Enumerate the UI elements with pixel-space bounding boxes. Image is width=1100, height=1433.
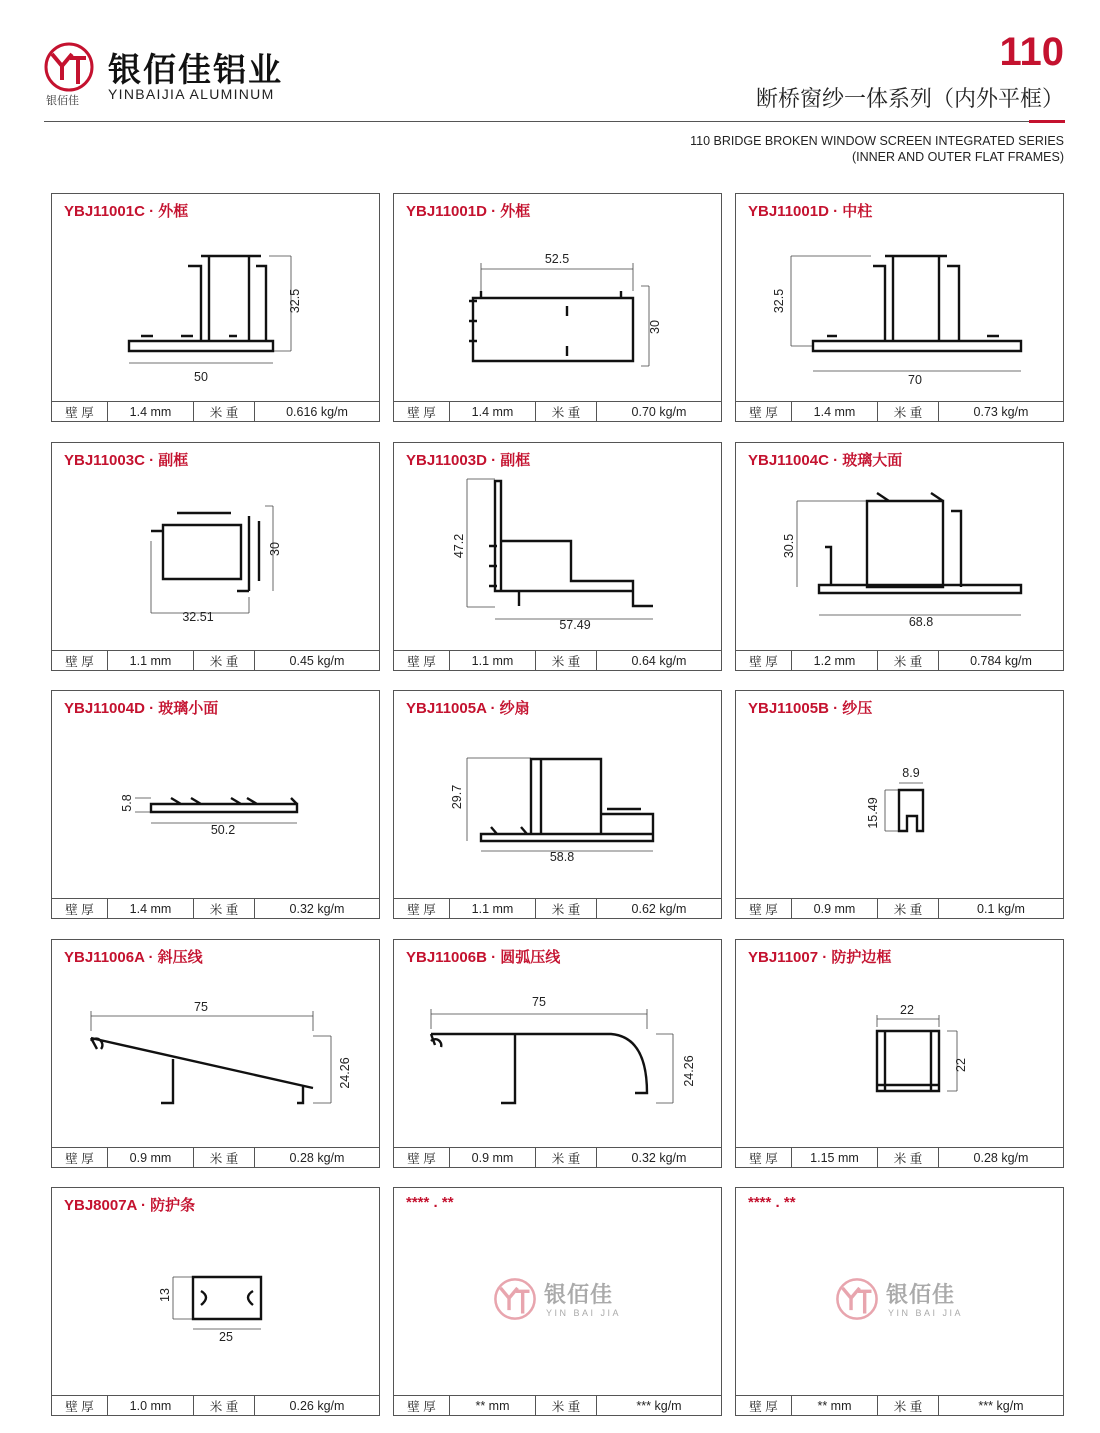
wall-thickness-value: 1.4 mm <box>792 402 878 421</box>
profile-drawing <box>736 691 1065 901</box>
spec-row <box>394 1395 721 1415</box>
weight-value: *** kg/m <box>978 1398 1024 1413</box>
wall-thickness-value: 1.2 mm <box>792 651 878 670</box>
header-divider <box>44 121 1029 122</box>
wall-thickness-value: 0.9 mm <box>450 1148 536 1167</box>
brand-name-cn: 银佰佳铝业 <box>108 50 283 89</box>
dimension-label: 75 <box>532 995 546 1009</box>
dimension-lines <box>135 798 297 823</box>
spec-row <box>736 650 1063 670</box>
weight-value: 0.62 kg/m <box>631 901 687 916</box>
header-accent-bar <box>1029 120 1065 123</box>
product-title: **** . ** <box>748 1194 796 1211</box>
weight-label: 米 重 <box>878 1148 939 1167</box>
dimension-label: 24.26 <box>338 1057 352 1089</box>
wall-thickness-value: 1.15 mm <box>792 1148 878 1167</box>
wall-thickness-label: 壁 厚 <box>394 651 450 670</box>
profile-drawing <box>52 940 381 1150</box>
profile-outline <box>813 256 1021 351</box>
weight-label: 米 重 <box>194 651 255 670</box>
series-title-en-line1: 110 BRIDGE BROKEN WINDOW SCREEN INTEGRATED SERIES <box>690 134 1064 148</box>
spec-row <box>394 898 721 918</box>
dimension-label: 13 <box>158 1288 172 1302</box>
product-title: YBJ11001C · 外框 <box>64 203 189 220</box>
product-card <box>393 690 722 919</box>
dimension-label: 57.49 <box>559 618 591 632</box>
wall-thickness-value: ** mm <box>450 1396 536 1415</box>
dimension-label: 30 <box>268 542 282 556</box>
wall-thickness-value: 1.1 mm <box>450 651 536 670</box>
weight-value: 0.616 kg/m <box>286 404 348 419</box>
wall-thickness-label: 壁 厚 <box>394 1148 450 1167</box>
profile-drawing <box>52 194 381 404</box>
dimension-label: 22 <box>954 1058 968 1072</box>
wall-thickness-label: 壁 厚 <box>52 402 108 421</box>
weight-value: 0.32 kg/m <box>631 1150 687 1165</box>
dimension-label: 58.8 <box>549 850 575 864</box>
product-card <box>735 1187 1064 1416</box>
weight-label: 米 重 <box>536 1396 597 1415</box>
weight-label: 米 重 <box>536 1148 597 1167</box>
dimension-label: 50.2 <box>210 823 236 837</box>
series-title-cn: 断桥窗纱一体系列（内外平框） <box>755 87 1064 112</box>
dimension-label: 8.9 <box>902 766 920 780</box>
wall-thickness-label: 壁 厚 <box>52 1396 108 1415</box>
profile-drawing <box>394 691 723 901</box>
product-card <box>393 939 722 1168</box>
dimension-label: 24.26 <box>682 1055 696 1087</box>
watermark-logo-icon <box>492 1276 538 1322</box>
dimension-lines <box>431 1009 673 1103</box>
watermark-logo <box>492 1276 632 1326</box>
weight-label: 米 重 <box>878 651 939 670</box>
profile-drawing <box>394 443 723 653</box>
weight-value: 0.1 kg/m <box>977 901 1025 916</box>
product-card <box>735 442 1064 671</box>
wall-thickness-label: 壁 厚 <box>52 1148 108 1167</box>
watermark-text-en: YIN BAI JIA <box>546 1308 622 1318</box>
weight-label: 米 重 <box>536 651 597 670</box>
product-title: YBJ11001D · 中柱 <box>748 203 873 220</box>
profile-drawing <box>52 443 381 653</box>
brand-name-en: YINBAIJIA ALUMINUM <box>108 86 275 102</box>
spec-row <box>736 1147 1063 1167</box>
product-card <box>51 1187 380 1416</box>
wall-thickness-label: 壁 厚 <box>736 402 792 421</box>
watermark-logo <box>834 1276 974 1326</box>
wall-thickness-label: 壁 厚 <box>736 899 792 918</box>
profile-outline <box>151 798 297 812</box>
weight-value: 0.45 kg/m <box>289 653 345 668</box>
spec-row <box>736 898 1063 918</box>
spec-row <box>394 401 721 421</box>
product-title: YBJ11005A · 纱扇 <box>406 700 530 717</box>
dimension-label: 52.5 <box>544 252 570 266</box>
dimension-label: 29.7 <box>450 784 464 810</box>
dimension-lines <box>173 1277 261 1329</box>
profile-drawing <box>736 194 1065 404</box>
weight-label: 米 重 <box>878 402 939 421</box>
product-card <box>51 939 380 1168</box>
dimension-label: 75 <box>194 1000 208 1014</box>
dimension-lines <box>151 506 273 613</box>
dimension-label: 30 <box>648 320 662 334</box>
dimension-label: 32.5 <box>772 288 786 314</box>
watermark-logo-icon <box>834 1276 880 1322</box>
dimension-lines <box>467 758 653 851</box>
wall-thickness-value: 1.1 mm <box>108 651 194 670</box>
watermark-text-en: YIN BAI JIA <box>888 1308 964 1318</box>
dimension-label: 50 <box>194 370 208 384</box>
weight-value: 0.64 kg/m <box>631 653 687 668</box>
profile-drawing <box>736 940 1065 1150</box>
product-title: YBJ11006B · 圆弧压线 <box>406 949 561 966</box>
wall-thickness-value: 1.0 mm <box>108 1396 194 1415</box>
product-title: YBJ11004D · 玻璃小面 <box>64 700 219 717</box>
product-title: YBJ11005B · 纱压 <box>748 700 873 717</box>
profile-outline <box>899 790 923 831</box>
product-card <box>735 193 1064 422</box>
dimension-label: 47.2 <box>452 533 466 559</box>
product-title: YBJ11003D · 副框 <box>406 452 531 469</box>
profile-drawing <box>52 1188 381 1398</box>
profile-outline <box>129 256 273 351</box>
weight-value: 0.73 kg/m <box>973 404 1029 419</box>
product-card <box>393 193 722 422</box>
dimension-lines <box>91 1011 331 1103</box>
spec-row <box>52 898 379 918</box>
watermark-text-cn: 银佰佳 <box>544 1283 614 1308</box>
dimension-lines <box>877 1015 957 1091</box>
brand-logo-icon <box>42 40 96 94</box>
weight-value: 0.26 kg/m <box>289 1398 345 1413</box>
product-title: YBJ11003C · 副框 <box>64 452 189 469</box>
watermark-text-cn: 银佰佳 <box>886 1283 956 1308</box>
product-card <box>51 690 380 919</box>
wall-thickness-value: 1.1 mm <box>450 899 536 918</box>
profile-outline <box>91 1038 313 1103</box>
wall-thickness-value: 1.4 mm <box>450 402 536 421</box>
dimension-label: 70 <box>908 373 922 387</box>
wall-thickness-value: 0.9 mm <box>792 899 878 918</box>
weight-value: *** kg/m <box>636 1398 682 1413</box>
dimension-label: 32.5 <box>288 288 302 314</box>
spec-row <box>52 1395 379 1415</box>
weight-value: 0.28 kg/m <box>289 1150 345 1165</box>
product-card <box>393 442 722 671</box>
profile-drawing <box>394 194 723 404</box>
product-title: **** . ** <box>406 1194 454 1211</box>
spec-row <box>394 1147 721 1167</box>
product-card <box>735 939 1064 1168</box>
wall-thickness-value: 0.9 mm <box>108 1148 194 1167</box>
weight-label: 米 重 <box>194 402 255 421</box>
dimension-lines <box>481 263 649 366</box>
profile-outline <box>819 493 1021 593</box>
logo-subtitle: 银佰佳 <box>46 94 79 107</box>
wall-thickness-label: 壁 厚 <box>736 651 792 670</box>
product-card <box>51 193 380 422</box>
profile-outline <box>481 759 653 841</box>
product-title: YBJ8007A · 防护条 <box>64 1197 196 1214</box>
product-card <box>735 690 1064 919</box>
dimension-label: 68.8 <box>908 615 934 629</box>
weight-label: 米 重 <box>194 1396 255 1415</box>
product-title: YBJ11001D · 外框 <box>406 203 531 220</box>
dimension-label: 15.49 <box>866 797 880 829</box>
profile-drawing <box>52 691 381 901</box>
spec-row <box>736 1395 1063 1415</box>
spec-row <box>736 401 1063 421</box>
spec-row <box>52 650 379 670</box>
wall-thickness-label: 壁 厚 <box>736 1396 792 1415</box>
weight-label: 米 重 <box>878 1396 939 1415</box>
profile-outline <box>151 513 259 591</box>
weight-value: 0.70 kg/m <box>631 404 687 419</box>
profile-outline <box>489 481 653 606</box>
dimension-label: 5.8 <box>120 794 134 812</box>
dimension-lines <box>791 256 1021 371</box>
product-card <box>393 1187 722 1416</box>
weight-label: 米 重 <box>536 899 597 918</box>
wall-thickness-label: 壁 厚 <box>736 1148 792 1167</box>
product-card <box>51 442 380 671</box>
wall-thickness-label: 壁 厚 <box>394 402 450 421</box>
profile-outline <box>877 1031 939 1091</box>
profile-outline <box>469 291 633 361</box>
weight-label: 米 重 <box>194 1148 255 1167</box>
weight-value: 0.28 kg/m <box>973 1150 1029 1165</box>
profile-drawing <box>736 443 1065 653</box>
wall-thickness-value: 1.4 mm <box>108 899 194 918</box>
dimension-label: 22 <box>900 1003 914 1017</box>
wall-thickness-value: ** mm <box>792 1396 878 1415</box>
product-title: YBJ11006A · 斜压线 <box>64 949 203 966</box>
wall-thickness-label: 壁 厚 <box>52 899 108 918</box>
dimension-label: 30.5 <box>782 533 796 559</box>
dimension-label: 25 <box>219 1330 233 1344</box>
series-title-en-line2: (INNER AND OUTER FLAT FRAMES) <box>851 150 1064 164</box>
product-title: YBJ11007 · 防护边框 <box>748 949 892 966</box>
profile-outline <box>193 1277 261 1319</box>
weight-label: 米 重 <box>878 899 939 918</box>
profile-drawing <box>394 940 723 1150</box>
wall-thickness-label: 壁 厚 <box>52 651 108 670</box>
spec-row <box>52 1147 379 1167</box>
product-title: YBJ11004C · 玻璃大面 <box>748 452 903 469</box>
spec-row <box>394 650 721 670</box>
wall-thickness-label: 壁 厚 <box>394 899 450 918</box>
wall-thickness-value: 1.4 mm <box>108 402 194 421</box>
wall-thickness-label: 壁 厚 <box>394 1396 450 1415</box>
series-number: 110 <box>999 30 1064 74</box>
weight-value: 0.32 kg/m <box>289 901 345 916</box>
dimension-label: 32.51 <box>182 610 214 624</box>
weight-label: 米 重 <box>536 402 597 421</box>
weight-label: 米 重 <box>194 899 255 918</box>
spec-row <box>52 401 379 421</box>
profile-outline <box>431 1034 647 1103</box>
weight-value: 0.784 kg/m <box>970 653 1032 668</box>
